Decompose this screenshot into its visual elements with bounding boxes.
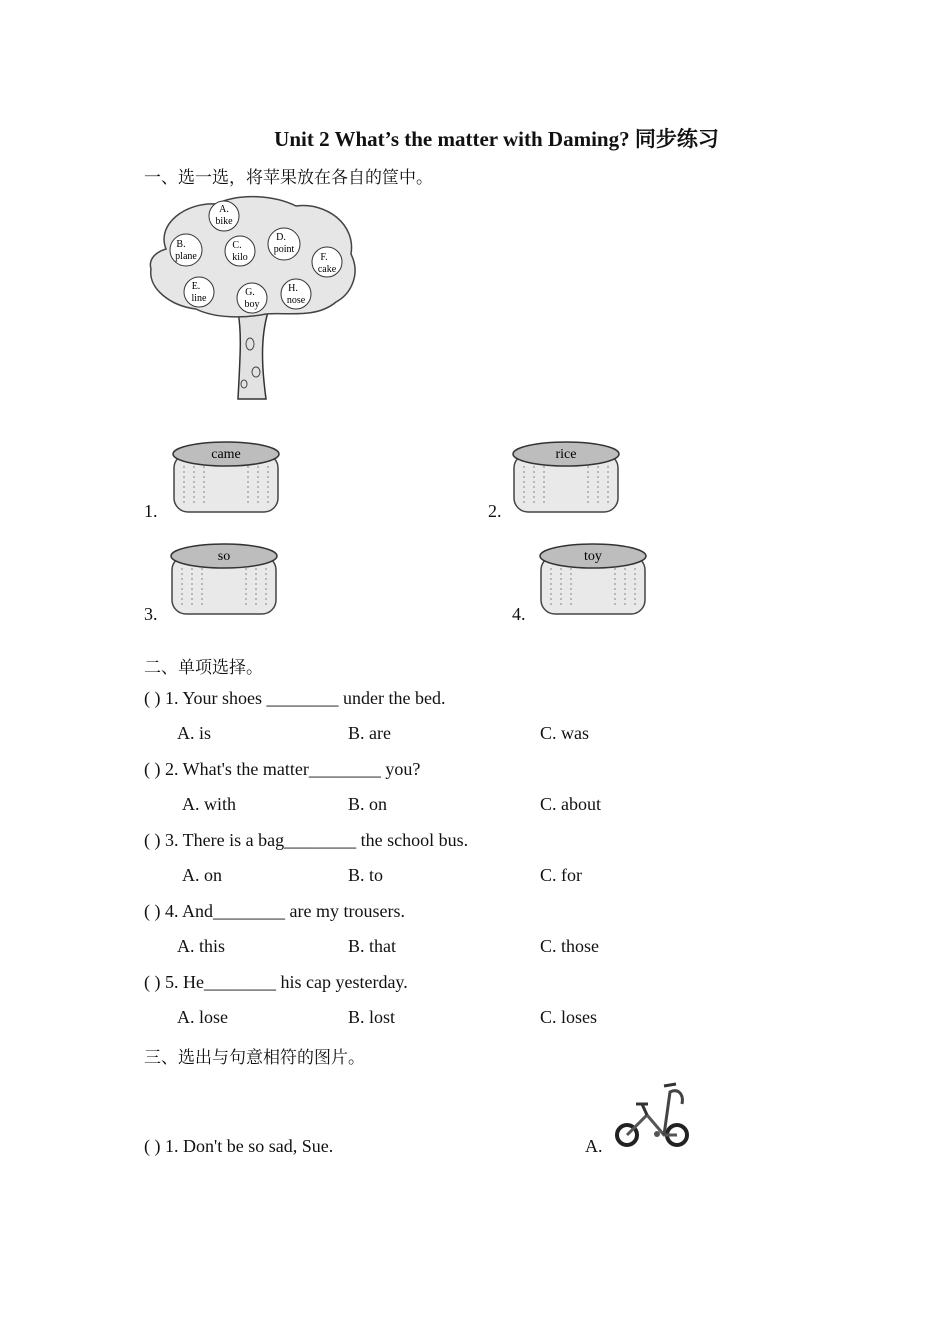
svg-text:boy: boy <box>244 299 260 310</box>
svg-text:kilo: kilo <box>232 252 248 263</box>
q2-option-b: B. on <box>348 794 388 814</box>
basket-number-3: 3. <box>144 604 158 624</box>
q5-option-a: A. lose <box>177 1007 228 1027</box>
q2-option-a: A. with <box>182 794 236 814</box>
q2-option-c: C. about <box>540 794 601 814</box>
question-1: ( ) 1. Your shoes ________ under the bed. <box>144 688 446 708</box>
question-3: ( ) 3. There is a bag________ the school bus. <box>144 830 469 850</box>
q5-option-c: C. loses <box>540 1007 598 1027</box>
basket-2 <box>510 440 622 516</box>
q4-option-c: C. those <box>540 936 600 956</box>
svg-text:toy: toy <box>584 549 602 564</box>
svg-text:C.: C. <box>232 240 242 251</box>
section1-heading: 一、选一选，将苹果放在各自的筐中。 <box>144 168 433 188</box>
q1-option-b: B. are <box>348 723 391 743</box>
svg-text:cake: cake <box>317 264 337 275</box>
q4-option-a: A. this <box>177 936 226 956</box>
q1-option-c: C. was <box>540 723 589 743</box>
svg-text:nose: nose <box>286 295 306 306</box>
apple-b <box>170 234 202 266</box>
question-4: ( ) 4. And________ are my trousers. <box>144 901 405 921</box>
s3-option-a-label: A. <box>585 1136 603 1156</box>
svg-text:point: point <box>273 244 295 255</box>
question-2: ( ) 2. What's the matter________ you? <box>144 759 421 779</box>
apple-g <box>237 283 267 313</box>
basket-4 <box>537 542 649 618</box>
svg-text:F.: F. <box>320 252 328 263</box>
svg-text:B.: B. <box>176 239 186 250</box>
svg-text:G.: G. <box>245 287 255 298</box>
apple-f <box>312 247 342 277</box>
q3-option-b: B. to <box>348 865 384 885</box>
svg-text:plane: plane <box>175 251 197 262</box>
bicycle-image <box>612 1080 692 1150</box>
svg-text:A.: A. <box>219 204 229 215</box>
svg-text:so: so <box>217 549 231 564</box>
svg-text:line: line <box>191 293 207 304</box>
s3-question-1: ( ) 1. Don't be so sad, Sue. <box>144 1136 334 1156</box>
svg-text:rice: rice <box>555 447 577 462</box>
apple-d <box>268 228 300 260</box>
section2-heading: 二、单项选择。 <box>144 658 263 678</box>
page-title: Unit 2 What’s the matter with Daming? 同步练习 <box>274 127 719 151</box>
apple-c <box>225 236 255 266</box>
apple-e <box>184 277 214 307</box>
svg-text:H.: H. <box>288 283 298 294</box>
basket-3 <box>168 542 280 618</box>
basket-number-4: 4. <box>512 604 526 624</box>
apple-h <box>281 279 311 309</box>
svg-text:bike: bike <box>215 216 233 227</box>
q3-option-c: C. for <box>540 865 582 885</box>
q4-option-b: B. that <box>348 936 396 956</box>
section3-heading: 三、选出与句意相符的图片。 <box>144 1048 365 1068</box>
svg-text:E.: E. <box>191 281 201 292</box>
svg-text:came: came <box>211 447 241 462</box>
q3-option-a: A. on <box>182 865 222 885</box>
basket-1 <box>170 440 282 516</box>
apple-a <box>209 201 239 231</box>
basket-number-2: 2. <box>488 501 502 521</box>
q5-option-b: B. lost <box>348 1007 396 1027</box>
basket-number-1: 1. <box>144 501 158 521</box>
q1-option-a: A. is <box>177 723 212 743</box>
svg-text:D.: D. <box>276 232 286 243</box>
question-5: ( ) 5. He________ his cap yesterday. <box>144 972 408 992</box>
apple-tree-image <box>146 194 360 402</box>
